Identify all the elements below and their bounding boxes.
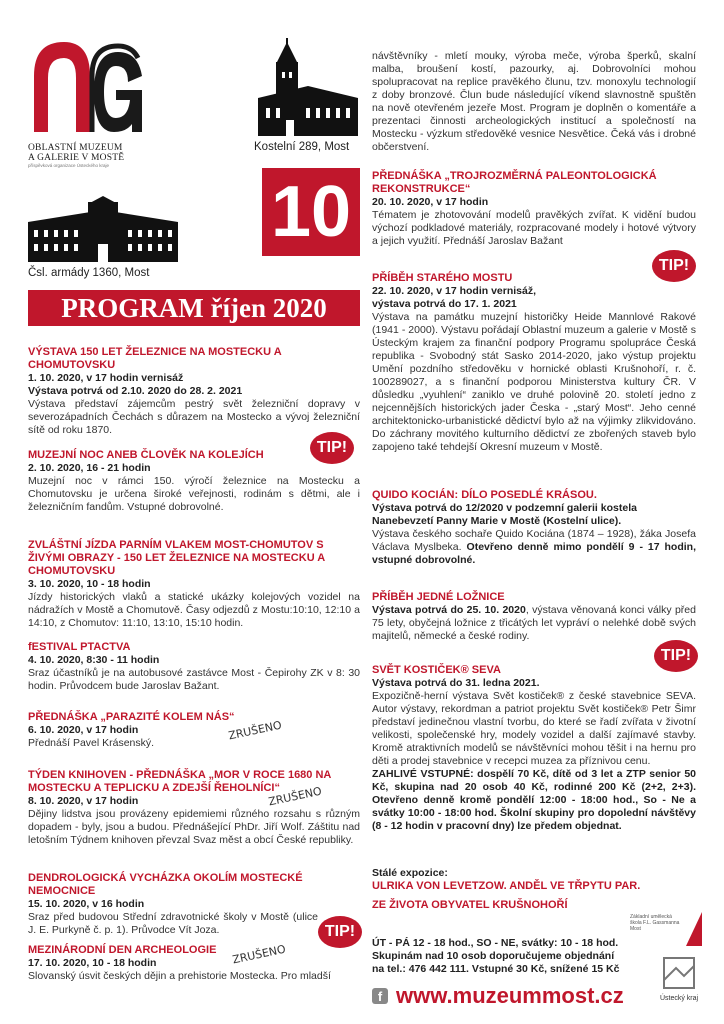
event-text: Jízdy historických vlaků a statické ukázky kolejových vozidel na nádražích v Mostě a Chomutově. Časy odjezdů z Mostu:10:10, 12:10 a 14:10, z Chomutov: 11:10, 13:10, 15:10 hodin. bbox=[28, 591, 360, 629]
event-text: Sraz účastníků je na autobusové zastávce Most - Čepirohy ZK v 8: 30 hodin. Průvodcem bude Jaroslav Bažant. bbox=[28, 667, 360, 692]
event-text: Sraz před budovou Střední zdravotnické školy v Mostě (ulice J. E. Purkyně č. p. 1). Průvodce Vít Joza. bbox=[28, 911, 318, 936]
usti-region-label: Ústecký kraj bbox=[659, 995, 699, 1002]
usti-region-logo bbox=[654, 956, 704, 1016]
event-title: TÝDEN KNIHOVEN - PŘEDNÁŠKA „MOR V ROCE 1680 NA MOSTECKU A TEPLICKU A ZDEJŠÍ ŘEHOLNÍCI“ bbox=[28, 769, 331, 794]
event-date: Výstava potrvá do 25. 10. 2020 bbox=[372, 604, 526, 616]
event-date: 17. 10. 2020, 10 - 18 hodin bbox=[28, 957, 157, 969]
event-text-plain: Výstava českého sochaře Quido Kociána (1874 – 1928), žáka Josefa Václava Myslbeka. bbox=[372, 528, 696, 553]
event-archaeology-day bbox=[28, 944, 360, 983]
event-railway-exhibition bbox=[28, 346, 360, 437]
tip-badge: TIP! bbox=[318, 916, 362, 948]
cancelled-stamp: ZRUŠENO bbox=[227, 718, 283, 743]
event-text: Dějiny lidstva jsou provázeny epidemiemi různého rozsahu s různým dopadem - byly, jsou a budou. Přednášející PhDr. Jiří Wolf. Záštitu nad letošním Týdnem knihoven převzal Svaz měst a obcí České republiky. bbox=[28, 808, 360, 846]
opening-hours bbox=[372, 937, 632, 976]
event-bird-festival bbox=[28, 641, 360, 693]
permanent-label: Stálé expozice: bbox=[372, 867, 448, 879]
cancelled-stamp: ZRUŠENO bbox=[231, 942, 287, 967]
logo-line3: příspěvková organizace Ústeckého kraje bbox=[28, 163, 110, 168]
website-link[interactable]: www.muzeummost.cz bbox=[396, 983, 624, 1008]
archaeology-continued bbox=[372, 50, 696, 154]
event-text-bold: Otevřeno denně mimo pondělí 9 - 17 hodin, vstupné dobrovolné. bbox=[372, 541, 697, 566]
event-museum-night bbox=[28, 449, 360, 514]
church-illustration bbox=[258, 38, 358, 138]
event-prices: ZAHLIVÉ VSTUPNÉ: dospělí 70 Kč, dítě od 3 let a ZTP senior 50 Kč, skupina nad 20 osob 40 Kč, rodinné 200 Kč (2+2, 2+3). Otevřeno denně kromě pondělí 12:00 - 18:00 hod., So - Ne a svátky 10:00 - 18:00 hod. Školní skupiny pro dopolední návštěvy (8 - 12 hodin v pracovní dny) lze předem objednat. bbox=[372, 768, 696, 832]
event-text: Expozičně-herní výstava Svět kostiček® z české stavebnice SEVA. Autor výstavy, rekordman a patriot projektu Svět kostiček® Petr Šimr představí jedinečnou vlastní tvorbu, do které se řadí zvířata v životní velikosti, společenské hry, modely vozidel a další zajímavé stavby. Kromě atraktivních modelů se návštěvníci mohou těšit i na hernu pro děti a prodej stavebnice v recepci muzea za příznivou cenu. bbox=[372, 690, 696, 767]
event-date: 3. 10. 2020, 10 - 18 hodin bbox=[28, 578, 151, 590]
usti-region-icon bbox=[662, 956, 696, 990]
event-text: návštěvníky - mletí mouky, výroba meče, výroba šperků, skalní malba, broušení kostí, pazourky, aj. Dobrovolníci mohou spolupracovat na replice pravěkého člunu, tzv. monoxylu technologií z doby bronzové. Člun bude následující víkend slavnostně spuštěn na nově otevřeném jezeře Most. Program je doplněn o komentáře a prezentaci činnosti archeologických institucí a společností na Mostecku - výzkum středověké vesnice Nesvětice. Čeká vás i drobné občerstvení. bbox=[372, 50, 696, 153]
tip-badge: TIP! bbox=[654, 640, 698, 672]
event-text: Muzejní noc v rámci 150. výročí železnice na Mostecku a Chomutovsku je určena široké veřejnosti, rodinám s dětmi, ale i železničním fandům. Vstupné dobrovolné. bbox=[28, 475, 360, 513]
website-row bbox=[372, 983, 642, 1009]
hours-line: ÚT - PÁ 12 - 18 hod., SO - NE, svátky: 10 - 18 hod. bbox=[372, 937, 619, 949]
event-title: QUIDO KOCIÁN: DÍLO POSEDLÉ KRÁSOU. bbox=[372, 489, 597, 501]
permanent-item: ZE ŽIVOTA OBYVATEL KRUŠNOHOŘÍ bbox=[372, 899, 568, 911]
museum-building-illustration bbox=[28, 196, 188, 264]
event-dendrology-walk bbox=[28, 872, 360, 937]
event-title: PŘÍBĚH JEDNÉ LOŽNICE bbox=[372, 591, 505, 603]
event-date: 8. 10. 2020, v 17 hodin bbox=[28, 795, 139, 807]
facebook-icon[interactable]: f bbox=[372, 988, 388, 1004]
museum-logo-mark bbox=[28, 36, 148, 136]
partner-art-school-logo bbox=[630, 912, 702, 952]
event-text bbox=[372, 604, 696, 643]
event-date: 1. 10. 2020, v 17 hodin vernisáž bbox=[28, 372, 184, 384]
event-parasites-lecture bbox=[28, 711, 360, 750]
event-text bbox=[372, 528, 696, 567]
cancelled-stamp: ZRUŠENO bbox=[267, 784, 323, 809]
tip-badge: TIP! bbox=[310, 432, 354, 464]
hours-line: na tel.: 476 442 111. Vstupné 30 Kč, snížené 15 Kč bbox=[372, 963, 620, 975]
event-title: ZVLÁŠTNÍ JÍZDA PARNÍM VLAKEM MOST-CHOMUTOV S ŽIVÝMI OBRAZY - 150 LET ŽELEZNICE NA MOSTECKU A CHOMUTOVSKU bbox=[28, 539, 325, 577]
event-title: MUZEJNÍ NOC ANEB ČLOVĚK NA KOLEJÍCH bbox=[28, 449, 264, 461]
hours-line: Skupinám nad 10 osob doporučujeme objednání bbox=[372, 950, 615, 962]
event-date: 6. 10. 2020, v 17 hodin bbox=[28, 724, 139, 736]
event-date: 15. 10. 2020, v 16 hodin bbox=[28, 898, 145, 910]
event-text-plain: , výstava věnovaná konci války před 75 lety, obyčejná ložnice z třicátých let vypráví o nelehké době svých majitelů, německé a české rodiny. bbox=[372, 604, 696, 642]
event-title: PŘÍBĚH STARÉHO MOSTU bbox=[372, 272, 513, 284]
event-date: 4. 10. 2020, 8:30 - 11 hodin bbox=[28, 654, 160, 666]
permanent-item: ULRIKA VON LEVETZOW. ANDĚL VE TŘPYTU PAR. bbox=[372, 880, 641, 892]
event-old-most-story bbox=[372, 272, 696, 454]
event-seva-bricks bbox=[372, 664, 696, 833]
event-title: DENDROLOGICKÁ VYCHÁZKA OKOLÍM MOSTECKÉ NEMOCNICE bbox=[28, 872, 303, 897]
event-bedroom-story bbox=[372, 591, 696, 643]
event-text: Výstava na památku muzejní historičky Heide Mannlové Rakové (1941 - 2000). Výstavu pořádají Oblastní muzeum a galerie v Mostě s Ústeckým krajem za finanční podpory Programu spolupráce Česká republika - Svobodný stát Sasko 2014-2020, jako výstup projektu Umění pozdního středověku v hornické oblasti Krušnohoří, r. č. 100289027, a s finanční podporou Ministerstva kultury ČR. V důsledku „vyuhlení“ zaniklo ve druhé polovině 20. století jedno z nejcennějších historických jader Česka - „starý Most“. Jeho cenné architektonicko-urbanistické dědictví bylo až na výjimky zlikvidováno. Do záchrany movitého kulturního dědictví ze zbořených staveb bylo zapojeno také tehdejší Okresní muzeum v Mostě. bbox=[372, 311, 696, 453]
logo-line2: A GALERIE V MOSTĚ bbox=[28, 153, 125, 163]
event-steam-train bbox=[28, 539, 360, 630]
event-date-2: Výstava potrvá od 2.10. 2020 do 28. 2. 2021 bbox=[28, 385, 243, 397]
event-text: Přednáší Pavel Krásenský. bbox=[28, 737, 155, 749]
permanent-exhibitions bbox=[372, 867, 696, 912]
tip-badge: TIP! bbox=[652, 250, 696, 282]
museum-logo bbox=[28, 36, 148, 176]
event-title: PŘEDNÁŠKA „PARAZITÉ KOLEM NÁS“ bbox=[28, 711, 235, 723]
program-title-banner bbox=[28, 290, 360, 326]
partner-art-school-label: Základní umělecká škola F.L. Gassmanna Most bbox=[630, 914, 680, 932]
event-date-2: výstava potrvá do 17. 1. 2021 bbox=[372, 298, 517, 310]
program-title: PROGRAM říjen 2020 bbox=[61, 292, 327, 323]
logo-line1: OBLASTNÍ MUZEUM bbox=[28, 143, 123, 153]
address-church: Kostelní 289, Most bbox=[254, 141, 350, 153]
event-date: 2. 10. 2020, 16 - 21 hodin bbox=[28, 462, 151, 474]
event-date: 20. 10. 2020, v 17 hodin bbox=[372, 196, 489, 208]
event-text: Tématem je zhotovování modelů pravěkých zvířat. K vidění budou výchozí podkladové materiály, rozpracované modely i hotové výtvory a jejich využití. Přednáší Jaroslav Bažant bbox=[372, 209, 696, 247]
event-title: VÝSTAVA 150 LET ŽELEZNICE NA MOSTECKU A CHOMUTOVSKU bbox=[28, 346, 282, 371]
event-text: Slovanský úsvit českých dějin a prehistorie Mostecka. Pro mladší bbox=[28, 970, 331, 982]
address-main: Čsl. armády 1360, Most bbox=[28, 267, 150, 279]
event-plague-lecture bbox=[28, 769, 360, 847]
event-text: Výstava představí zájemcům pestrý svět železniční dopravy v severozápadních Čechách s důrazem na Mostecko a vývoj železniční sítě od roku 1870. bbox=[28, 398, 360, 436]
event-title: fESTIVAL PTACTVA bbox=[28, 641, 131, 653]
event-paleontology-lecture bbox=[372, 170, 696, 248]
event-title: SVĚT KOSTIČEK® SEVA bbox=[372, 664, 501, 676]
event-date: 22. 10. 2020, v 17 hodin vernisáž, bbox=[372, 285, 537, 297]
event-title: PŘEDNÁŠKA „TROJROZMĚRNÁ PALEONTOLOGICKÁ REKONSTRUKCE“ bbox=[372, 170, 657, 195]
month-number: 10 bbox=[270, 172, 352, 252]
event-title: MEZINÁRODNÍ DEN ARCHEOLOGIE bbox=[28, 944, 217, 956]
event-date: Výstava potrvá do 31. ledna 2021. bbox=[372, 677, 540, 689]
event-quido-kocian bbox=[372, 489, 696, 567]
month-number-box bbox=[262, 168, 360, 256]
event-date: Výstava potrvá do 12/2020 v podzemní galerii kostela Nanebevzetí Panny Marie v Mostě (Kostelní ulice). bbox=[372, 502, 637, 527]
